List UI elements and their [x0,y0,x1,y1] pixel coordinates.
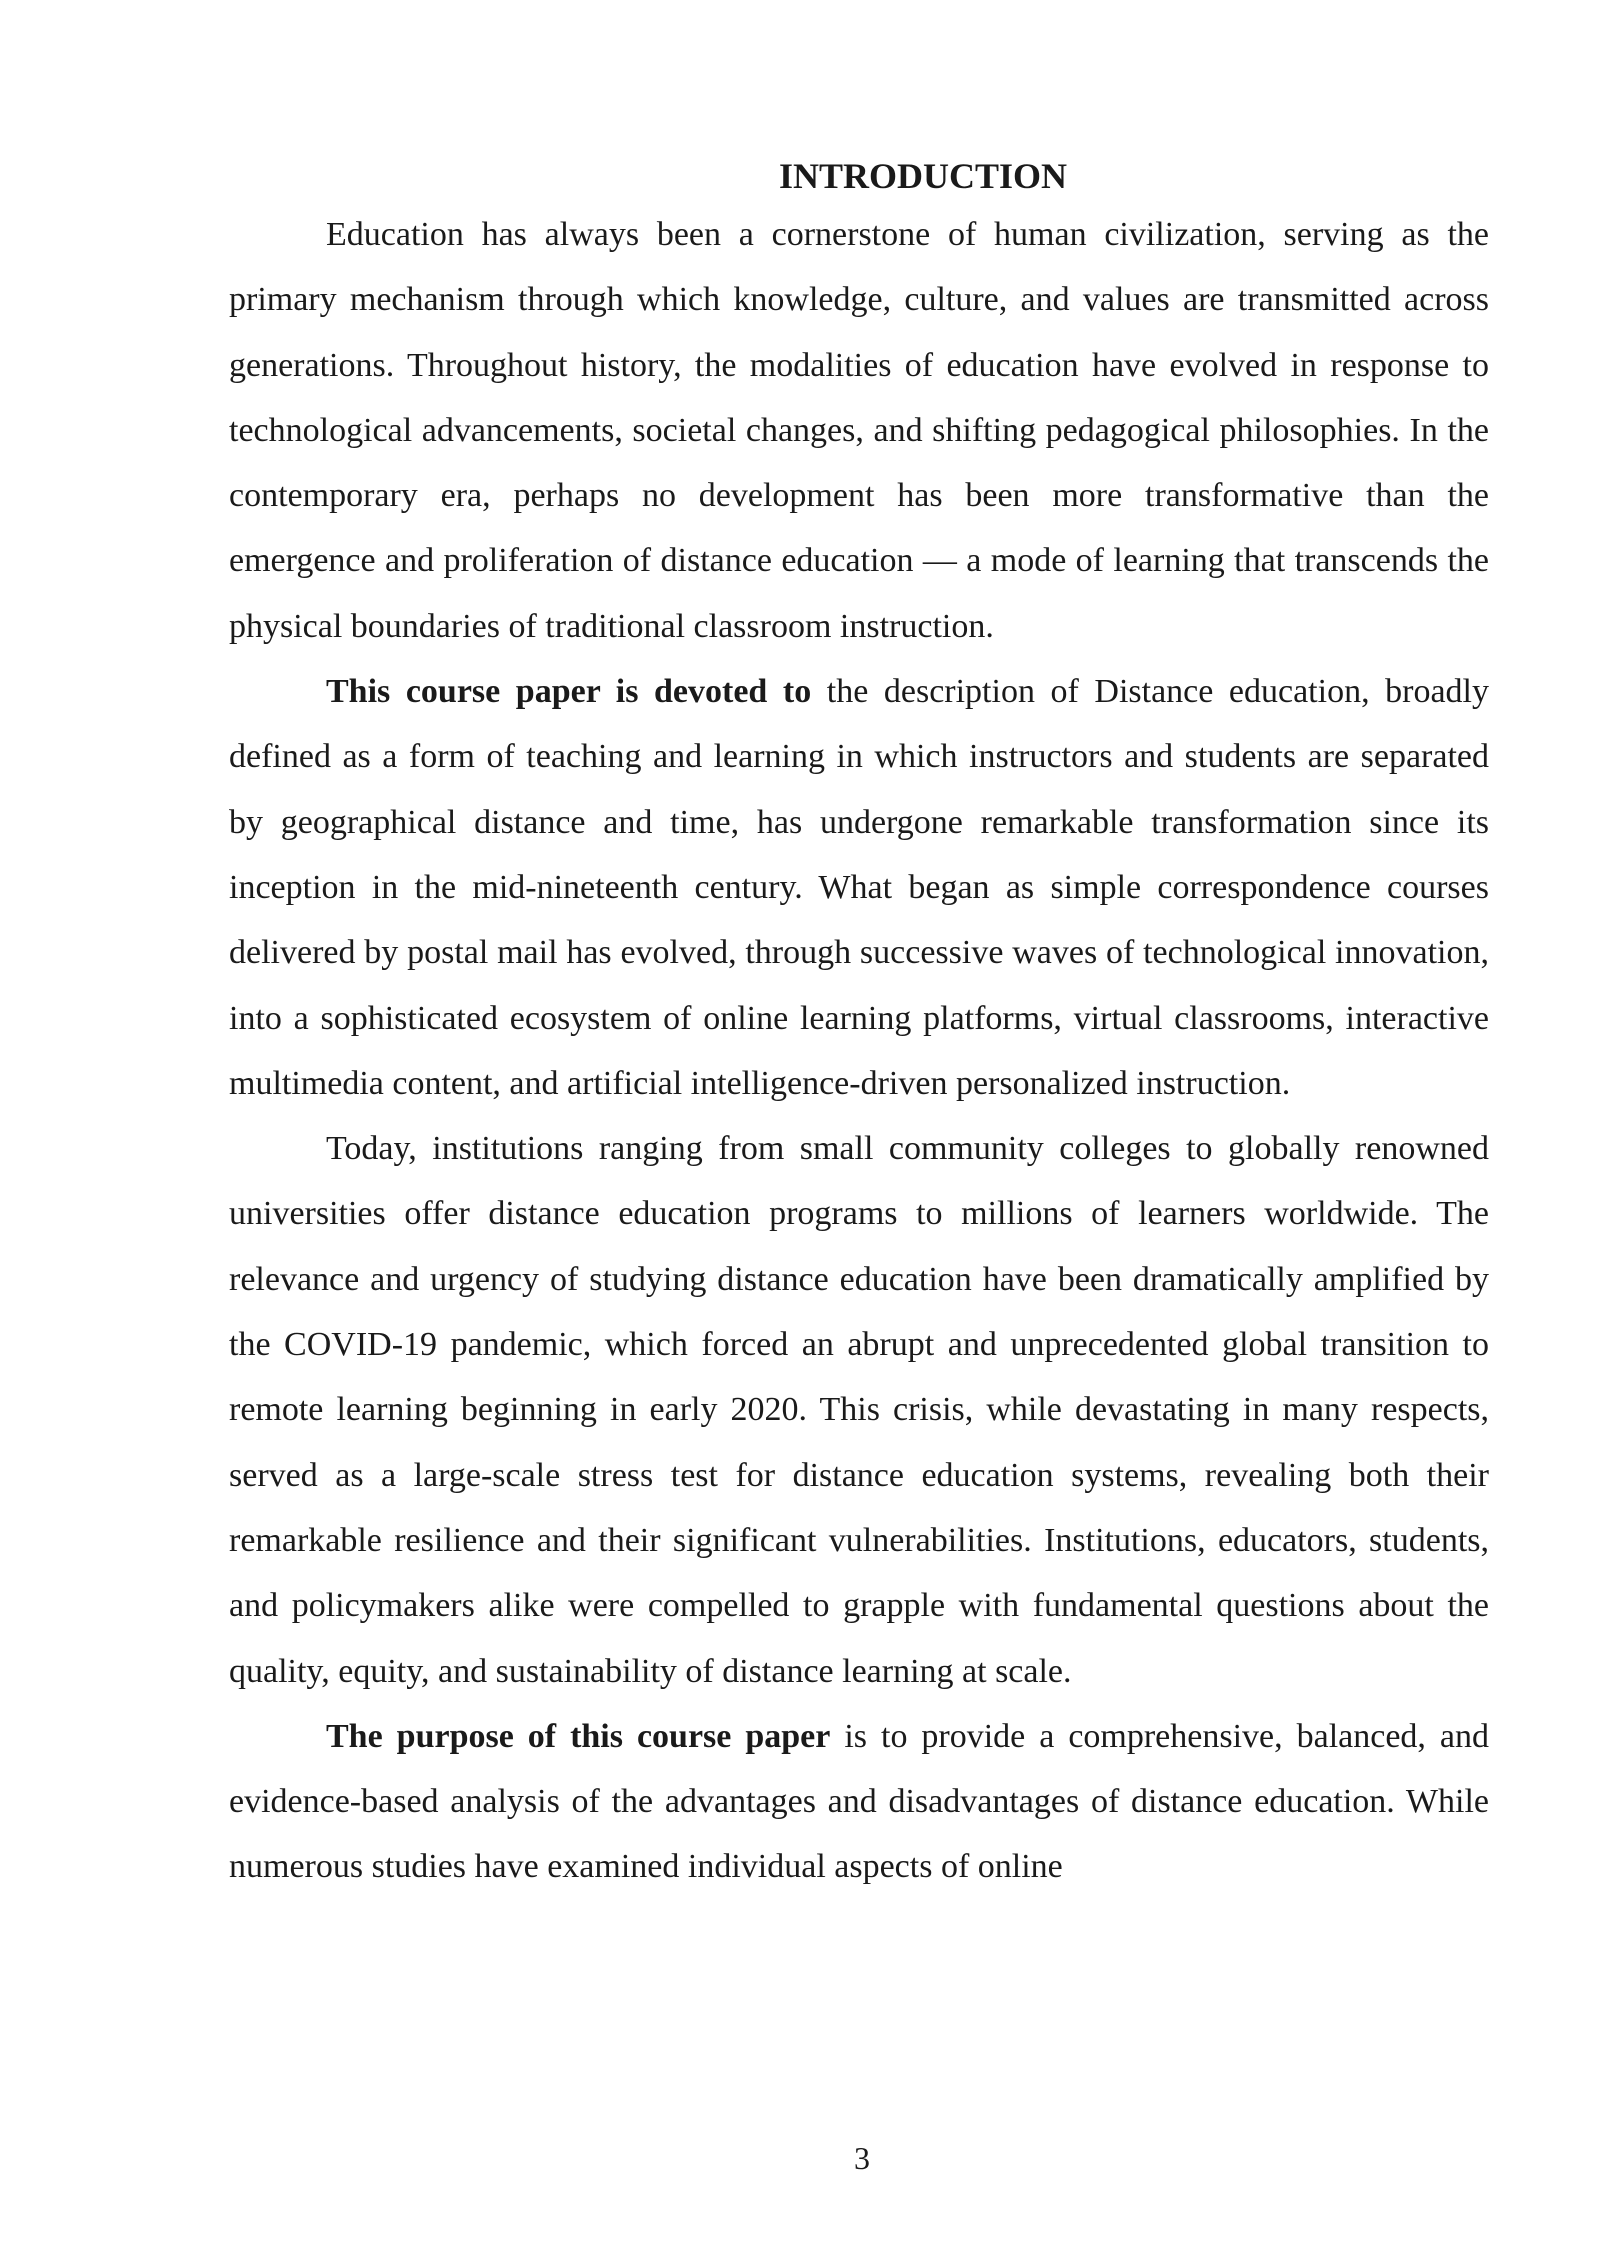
section-heading: INTRODUCTION [778,156,1068,196]
paragraph-1 [229,202,1489,659]
paragraph-4-bold-lead: The purpose of this course paper [326,1717,831,1755]
paragraph-1-text: Education has always been a cornerstone of human civilization, serving as the primary mechanism through which knowledge, culture, and values are transmitted across generations. Throughout history, the modalities of education have evolved in response to technological advancements, societal changes, and shifting pedagogical philosophies. In the contemporary era, perhaps no development has been more transformative than the emergence and proliferation of distance education — a mode of learning that transcends the physical boundaries of traditional classroom instruction. [229,216,1489,645]
paragraph-2-bold-lead: This course paper is devoted to [326,673,812,711]
paragraph-4-text: is to provide a comprehensive, balanced, and evidence-based analysis of the advantages and disadvantages of distance education. While numerous studies have examined individual aspects of online [229,1717,1489,1886]
paragraph-3-text: Today, institutions ranging from small community colleges to globally renowned universities offer distance education programs to millions of learners worldwide. The relevance and urgency of studying distance education have been dramatically amplified by the COVID-19 pandemic, which forced an abrupt and unprecedented global transition to remote learning beginning in early 2020. This crisis, while devastating in many respects, served as a large-scale stress test for distance education systems, revealing both their remarkable resilience and their significant vulnerabilities. Institutions, educators, students, and policymakers alike were compelled to grapple with fundamental questions about the quality, equity, and sustainability of distance learning at scale. [229,1130,1489,1690]
page-content [229,150,1489,1900]
paragraph-4 [229,1704,1489,1900]
paragraph-2 [229,659,1489,1116]
paragraph-3 [229,1116,1489,1704]
page-number: 3 [854,2140,870,2176]
paragraph-2-text: the description of Distance education, broadly defined as a form of teaching and learning in which instructors and students are separated by geographical distance and time, has undergone remarkable transformation since its inception in the mid-nineteenth century. What began as simple correspondence courses delivered by postal mail has evolved, through successive waves of technological innovation, into a sophisticated ecosystem of online learning platforms, virtual classrooms, interactive multimedia content, and artificial intelligence-driven personalized instruction. [229,673,1489,1102]
